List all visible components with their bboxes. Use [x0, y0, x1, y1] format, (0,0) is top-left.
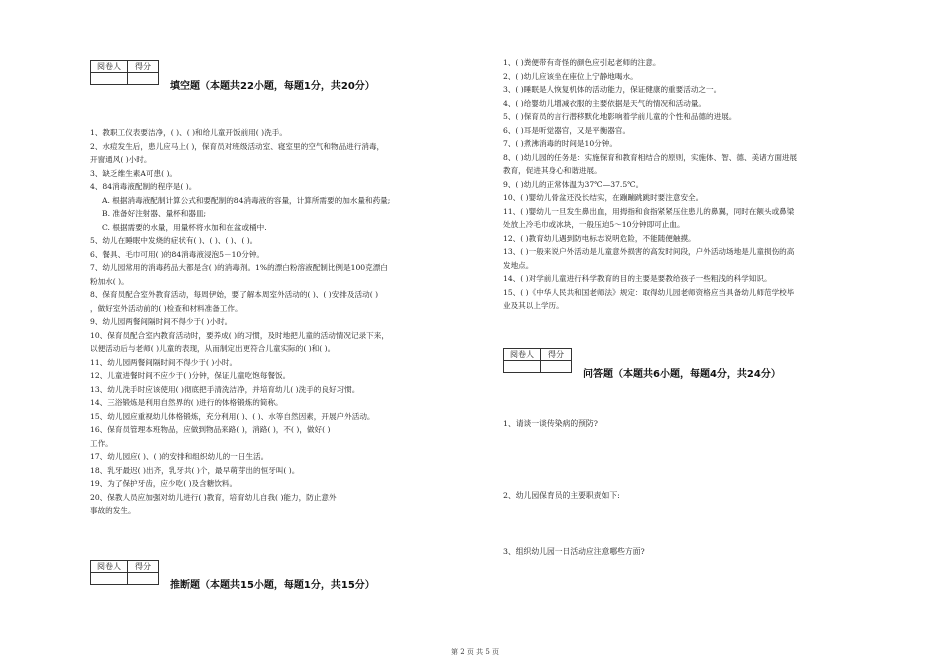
grader-label: 阅卷人: [504, 349, 541, 361]
qa-question: 2、幼儿园保育员的主要职责如下:: [503, 491, 620, 500]
score-cell: [128, 73, 159, 85]
grader-label: 阅卷人: [91, 61, 128, 73]
fill-line: 17、幼儿园应( )、( )的安排和组织幼儿的一日生活。: [90, 452, 269, 461]
judge-line: 11、( )婴幼儿一旦发生鼻出血，用拇指和食指紧紧压住患儿的鼻翼，同时在额头或鼻梁: [503, 206, 795, 216]
fill-line: 事故的发生。: [90, 506, 136, 515]
fill-line: 16、保育员管理本班物品，应做到物品来路( )，消路( )，不( )，做好( ): [90, 425, 331, 434]
qa-question: 3、组织幼儿园一日活动应注意哪些方面?: [503, 547, 645, 556]
fill-line: 1、教职工仪表要洁净，( )、( )和给儿童开饭前用( )洗手。: [90, 128, 287, 137]
fill-line: 7、幼儿园常用的消毒药品大都是含( )的消毒剂。1%的漂白粉溶液配制比例是100克漂白: [90, 263, 388, 272]
fill-line: 2、水痘发生后，患儿应马上( )，保育员对班级活动室、寝室里的空气和物品进行消毒，: [90, 141, 385, 151]
score-label: 得分: [128, 561, 159, 573]
fill-line: 3、缺乏维生素A可患( )。: [90, 168, 177, 178]
fill-line: 以便活动后与老师( )儿童的表现，从而制定出更符合儿童实际的( )和( )。: [90, 344, 336, 353]
fill-line: 10、保育员配合室内教育活动时，要养成( )的习惯，及时地把儿童的活动情况记录下来，: [90, 330, 389, 340]
fill-line: 18、乳牙最迟( )出齐，乳牙共( )个，最早萌芽出的恒牙叫( )。: [90, 465, 300, 475]
judge-line: 2、( )幼儿应该坐在座位上宁静地喝水。: [503, 71, 638, 81]
judge-line: 8、( )幼儿园的任务是：实施保育和教育相结合的原则，实施体、智、德、美诸方面进展: [503, 152, 798, 162]
fill-line: A. 根据消毒液配制计算公式和要配制的84消毒液的容量，计算所需要的加水量和药量;: [102, 195, 391, 205]
judge-line: 1、( )粪便带有奇怪的颜色应引起老师的注意。: [503, 58, 661, 67]
judge-line: 3、( )睡眠是人恢复机体的活动能力，保证健康的重要活动之一。: [503, 85, 722, 94]
page-footer: 第 2 页 共 5 页: [450, 648, 500, 656]
score-label: 得分: [541, 349, 572, 361]
score-label: 得分: [128, 61, 159, 73]
judge-line: 13、( )一般来说户外活动是儿童意外损害的高发时间段，户外活动场地是儿童损伤的高: [503, 247, 795, 256]
judge-line: 6、( )耳是听觉器官，又是平衡器官。: [503, 125, 631, 135]
judge-line: 发地点。: [503, 260, 534, 270]
fill-line: 开窗通风( )小时。: [90, 155, 152, 164]
judge-line: 9、( )幼儿的正常体温为37℃—37.5℃。: [503, 179, 644, 189]
judge-line: 5、( )保育员的言行潜移默化地影响着学前儿童的个性和品德的进展。: [503, 112, 737, 121]
score-box-qa: [503, 348, 572, 373]
judge-section-title: 推断题（本题共15小题，每题1分，共15分）: [170, 580, 375, 591]
fill-line: 8、保育员配合室外教育活动，每周伊始，要了解本周室外活动的( )、( )安排及活动( ): [90, 290, 379, 299]
qa-question: 1、请谈一谈传染病的预防?: [503, 419, 598, 428]
fill-line: 粉加水( )。: [90, 276, 129, 286]
fill-line: 4、84消毒液配制的程序是( )。: [90, 182, 197, 191]
judge-line: 10、( )婴幼儿骨盆还没长结实，在蹦蹦跳跳时要注意安全。: [503, 193, 704, 202]
qa-section-title: 问答题（本题共6小题，每题4分，共24分）: [583, 369, 781, 380]
fill-section-body: [90, 126, 490, 518]
score-box-judge: [90, 560, 159, 585]
judge-line: 15、( )《中华人民共和国老师法》规定：取得幼儿园老师资格应当具备幼儿师范学校毕: [503, 287, 795, 297]
score-cell: [128, 573, 159, 585]
fill-line: 工作。: [90, 438, 113, 448]
judge-line: 7、( )煮沸消毒的时间是10分钟。: [503, 139, 617, 148]
fill-line: 11、幼儿园两餐间隔时间不得少于( )小时。: [90, 357, 238, 367]
grader-cell: [504, 361, 541, 373]
grader-cell: [91, 573, 128, 585]
grader-label: 阅卷人: [91, 561, 128, 573]
fill-line: 9、幼儿园两餐间隔时间不得少于( )小时。: [90, 317, 233, 326]
fill-line: 19、为了保护牙齿，应少吃( )及含糖饮料。: [90, 479, 238, 488]
judge-section-body: [503, 56, 903, 313]
judge-line: 12、( )教育幼儿遇到防电标志说明危险，不能随便触摸。: [503, 233, 696, 243]
fill-line: 12、儿童进餐时间不应少于( )分钟，保证儿童吃饱每餐饭。: [90, 371, 291, 380]
score-cell: [541, 361, 572, 373]
judge-line: 4、( )给婴幼儿增减衣服的主要依据是天气的情况和活动量。: [503, 98, 707, 108]
judge-line: 业及其以上学历。: [503, 301, 564, 310]
fill-line: 6、餐具、毛巾可用( )的84消毒液浸泡5－10分钟。: [90, 249, 265, 259]
fill-line: 13、幼儿洗手时应该使用( )彻底把手清洗洁净，并培育幼儿( )洗手的良好习惯。: [90, 384, 360, 394]
fill-line: B. 准备好注射器、量杯和器皿;: [102, 209, 207, 218]
fill-section-title: 填空题（本题共22小题，每题1分，共20分）: [170, 81, 375, 92]
fill-line: ，做好室外活动前的( )检查和材料准备工作。: [90, 303, 243, 313]
judge-line: 14、( )对学前儿童进行科学教育的目的主要是要教给孩子一些粗浅的科学知识。: [503, 274, 772, 283]
judge-line: 教育，促进其身心和谐进展。: [503, 166, 602, 175]
fill-line: 14、三浴锻炼是利用自然界的( )进行的体格锻炼的简称。: [90, 398, 283, 407]
fill-line: 15、幼儿园应重视幼儿体格锻炼，充分利用( )、( )、水等自然因素，开展户外活动。: [90, 411, 375, 421]
fill-line: C. 根据需要的水量，用量杯将水加和在盆或桶中.: [102, 222, 267, 232]
score-box-fill: [90, 60, 159, 85]
judge-line: 处放上冷毛巾或冰块，一般压迫5～10分钟即可止血。: [503, 220, 685, 229]
fill-line: 5、幼儿在睡眠中发烧的症状有( )、( )、( )、( )。: [90, 236, 258, 245]
fill-line: 20、保教人员应加强对幼儿进行( )教育，培育幼儿自我( )能力，防止意外: [90, 492, 337, 502]
grader-cell: [91, 73, 128, 85]
